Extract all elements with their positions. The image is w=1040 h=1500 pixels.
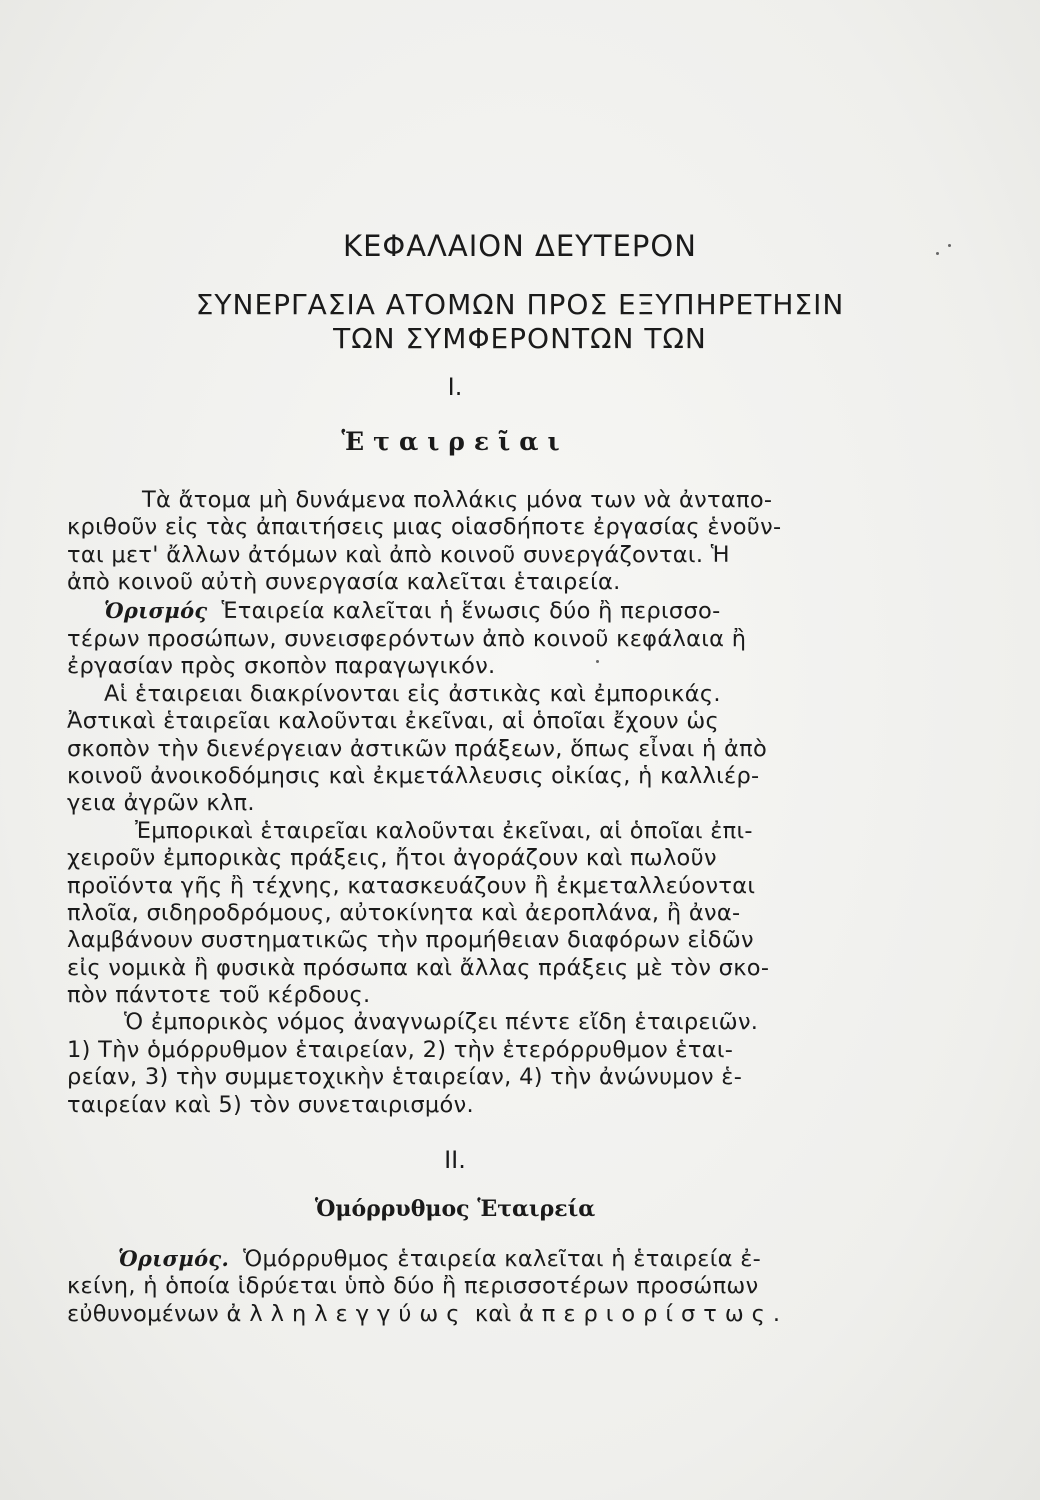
- body-line: 1) Τὴν ὁμόρρυθμον ἑταιρείαν, 2) τὴν ἑτερόρρυθμον ἑται-: [67, 1037, 734, 1063]
- body-line: ται μετ' ἄλλων ἀτόμων καὶ ἀπὸ κοινοῦ συνεργάζονται. Ἡ: [67, 542, 730, 568]
- body-line: γεια ἀγρῶν κλπ.: [67, 790, 255, 816]
- definition-line: [104, 598, 721, 624]
- body-line: ἐργασίαν πρὸς σκοπὸν παραγωγικόν.: [67, 653, 496, 679]
- body-line: εἰς νομικὰ ἢ φυσικὰ πρόσωπα καὶ ἄλλας πράξεις μὲ τὸν σκο-: [67, 955, 770, 981]
- section-1-heading: Ἑταιρεῖαι: [341, 427, 569, 456]
- body-line: Ἀστικαὶ ἑταιρεῖαι καλοῦνται ἐκεῖναι, αἱ ὁποῖαι ἔχουν ὡς: [67, 708, 719, 734]
- chapter-heading: ΚΕΦΑΛΑΙΟΝ ΔΕΥΤΕΡΟΝ: [343, 229, 697, 263]
- body-line: κοινοῦ ἀνοικοδόμησις καὶ ἐκμετάλλευσις οἰκίας, ἡ καλλιέρ-: [67, 763, 760, 789]
- definition-text: Ἑταιρεία καλεῖται ἡ ἕνωσις δύο ἢ περισσο-: [221, 598, 721, 624]
- body-line: προϊόντα γῆς ἢ τέχνης, κατασκευάζουν ἢ ἐκμεταλλεύονται: [67, 873, 756, 899]
- body-line: Ἐμπορικαὶ ἑταιρεῖαι καλοῦνται ἐκεῖναι, αἱ ὁποῖαι ἐπι-: [135, 818, 753, 844]
- body-line: [67, 1301, 788, 1327]
- body-line: χειροῦν ἐμπορικὰς πράξεις, ἤτοι ἀγοράζουν καὶ πωλοῦν: [67, 845, 717, 871]
- definition-label: Ὁρισμός: [104, 598, 208, 623]
- emphasis-text: ἀπεριορίστως.: [518, 1301, 789, 1327]
- body-line: κείνη, ἡ ὁποία ἱδρύεται ὑπὸ δύο ἢ περισσοτέρων προσώπων: [67, 1273, 759, 1299]
- body-line: ρείαν, 3) τὴν συμμετοχικὴν ἑταιρείαν, 4) τὴν ἀνώνυμον ἑ-: [67, 1064, 743, 1090]
- body-line: πὸν πάντοτε τοῦ κέρδους.: [67, 982, 371, 1008]
- definition-text: Ὁμόρρυθμος ἑταιρεία καλεῖται ἡ ἑταιρεία ἐ-: [243, 1246, 762, 1272]
- body-line: σκοπὸν τὴν διενέργειαν ἀστικῶν πράξεων, ὅπως εἶναι ἡ ἀπὸ: [67, 736, 768, 762]
- body-line: Τὰ ἄτομα μὴ δυνάμενα πολλάκις μόνα των νὰ ἀνταπο-: [142, 487, 773, 513]
- body-line: κριθοῦν εἰς τὰς ἀπαιτήσεις μιας οἱασδήποτε ἐργασίας ἑνοῦν-: [67, 514, 782, 540]
- section-2-numeral: II.: [444, 1146, 466, 1174]
- chapter-title-line-2: ΤΩΝ ΣΥΜΦΕΡΟΝΤΩΝ ΤΩΝ: [333, 322, 707, 355]
- body-line: Ὁ ἐμπορικὸς νόμος ἀναγνωρίζει πέντε εἴδη ἑταιρειῶν.: [124, 1009, 759, 1035]
- chapter-title-line-1: ΣΥΝΕΡΓΑΣΙΑ ΑΤΟΜΩΝ ΠΡΟΣ ΕΞΥΠΗΡΕΤΗΣΙΝ: [195, 288, 845, 321]
- body-text: εὐθυνομένων: [67, 1301, 220, 1327]
- scan-speck: [596, 660, 599, 663]
- body-line: Αἱ ἑταιρειαι διακρίνονται εἰς ἀστικὰς καὶ ἐμπορικάς.: [104, 681, 721, 707]
- body-line: τέρων προσώπων, συνεισφερόντων ἀπὸ κοινοῦ κεφάλαια ἢ: [67, 626, 747, 652]
- body-line: ταιρείαν καὶ 5) τὸν συνεταιρισμόν.: [67, 1092, 474, 1118]
- body-line: ἀπὸ κοινοῦ αὐτὴ συνεργασία καλεῖται ἑταιρεία.: [67, 569, 621, 595]
- section-2-heading: Ὁμόρρυθμος Ἑταιρεία: [314, 1196, 596, 1222]
- scan-speck: [948, 244, 951, 247]
- body-line: πλοῖα, σιδηροδρόμους, αὐτοκίνητα καὶ ἀεροπλάνα, ἢ ἀνα-: [67, 900, 741, 926]
- body-line: λαμβάνουν συστηματικῶς τὴν προμήθειαν διαφόρων εἰδῶν: [67, 927, 754, 953]
- body-text: καὶ: [474, 1301, 512, 1327]
- definition-line: [118, 1246, 761, 1272]
- scan-speck: [936, 252, 939, 255]
- definition-label: Ὁρισμός.: [118, 1246, 230, 1271]
- section-1-numeral: I.: [447, 373, 463, 401]
- emphasis-text: ἀλληλεγγύως: [226, 1301, 468, 1327]
